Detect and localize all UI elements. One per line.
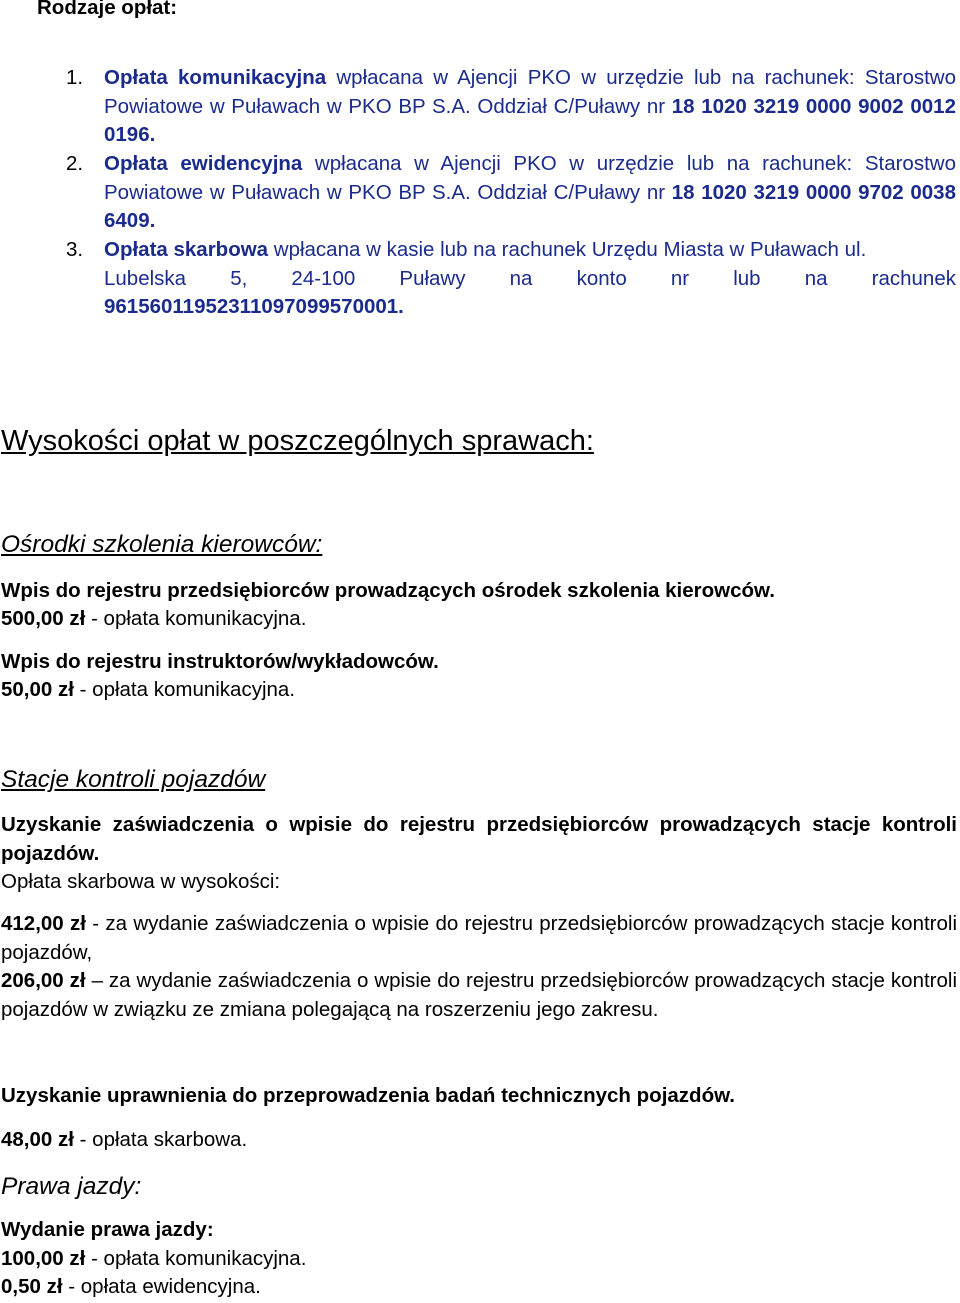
payment-account-number: 3219 0000 9002 0012 0196. [104,94,956,146]
fee-amount: 500,00 zł [1,607,86,630]
technical-inspection-fee [1,1126,247,1155]
payment-line: wpłacana w Ajencji PKO w urzędzie lub na rachunek: [326,66,855,89]
stamp-duty-intro: Opłata skarbowa w wysokości: [1,870,281,893]
payment-number: 1. [66,66,84,89]
payment-account-bold: 18 1020 [671,94,747,118]
fee-description: - opłata skarbowa. [73,1128,248,1151]
inspection-fee-2 [1,967,957,1024]
fee-description: - opłata komunikacyjna. [85,1247,307,1270]
fee-amount: 50,00 zł [1,678,74,701]
payment-account-bold: 18 1020 [671,180,747,204]
license-fee-1 [1,1245,306,1274]
payment-text [104,236,956,322]
payment-title: Opłata ewidencyjna [104,152,303,175]
payment-number: 2. [66,152,84,175]
payment-line: wpłacana w kasie lub na rachunek Urzędu Miasta w Puławach ul. [268,238,867,261]
driving-schools-heading: Ośrodki szkolenia kierowców: [1,531,323,558]
instructor-register-title: Wpis do rejestru instruktorów/wykładowców. [1,650,439,673]
payment-line-1 [104,236,956,265]
fee-types-heading: Rodzaje opłat: [37,0,178,19]
fee-amount: 48,00 zł [1,1128,74,1151]
technical-inspection-title: Uzyskanie uprawnienia do przeprowadzenia badań technicznych pojazdów. [1,1084,735,1107]
driving-school-register-fee [1,605,306,634]
driving-license-heading: Prawa jazdy: [1,1173,142,1200]
payment-account-number: 96156011952311097099570001. [104,295,404,318]
payment-line: Starostwo Powiatowe w Puławach w PKO BP S.A. Oddział C/Puławy nr [104,152,956,204]
payment-line: Starostwo Powiatowe w Puławach w PKO BP S.A. Oddział C/Puławy nr [104,66,956,118]
payment-item-1 [66,64,956,150]
fee-amount: 412,00 zł [1,912,86,935]
payment-title: Opłata skarbowa [104,238,269,261]
payment-text [104,150,956,236]
fee-description: - opłata komunikacyjna. [73,678,296,701]
fee-amount: 0,50 zł [1,1275,63,1298]
payment-line: wpłacana w Ajencji PKO w urzędzie lub na rachunek: [302,152,853,175]
inspection-fee-1 [1,910,957,967]
fee-description: - za wydanie zaświadczenia o wpisie do rejestru przedsiębiorców prowadzących stacje kontroli pojazdów, [1,912,958,964]
payment-text [104,64,956,150]
payment-item-3 [66,236,956,322]
fee-amount: 206,00 zł [1,969,86,992]
fee-description: - opłata ewidencyjna. [62,1275,261,1298]
license-issue-title: Wydanie prawa jazdy: [1,1218,214,1241]
payment-item-2 [66,150,956,236]
fee-amounts-section-title: Wysokości opłat w poszczególnych sprawach: [1,425,594,457]
fee-description: - opłata komunikacyjna. [85,607,307,630]
payment-account-number: 3219 0000 9702 0038 6409. [104,180,956,232]
license-fee-2 [1,1273,261,1302]
fee-amount: 100,00 zł [1,1247,86,1270]
payment-number: 3. [66,238,84,261]
inspection-certificate-title: Uzyskanie zaświadczenia o wpisie do rejestru przedsiębiorców prowadzących stacje kontroli pojazdów. [1,813,957,865]
inspection-stations-heading: Stacje kontroli pojazdów [1,766,266,793]
fee-description: – za wydanie zaświadczenia o wpisie do rejestru przedsiębiorców prowadzących stacje kontroli pojazdów w związku ze zmiana polegającą na roszerzeniu jego zakresu. [1,969,957,1021]
driving-school-register-title: Wpis do rejestru przedsiębiorców prowadzących ośrodek szkolenia kierowców. [1,579,775,602]
payment-line: Lubelska 5, 24-100 Puławy na konto nr lub na rachunek [104,266,956,290]
payment-title: Opłata komunikacyjna [104,66,327,89]
instructor-register-fee [1,676,295,705]
